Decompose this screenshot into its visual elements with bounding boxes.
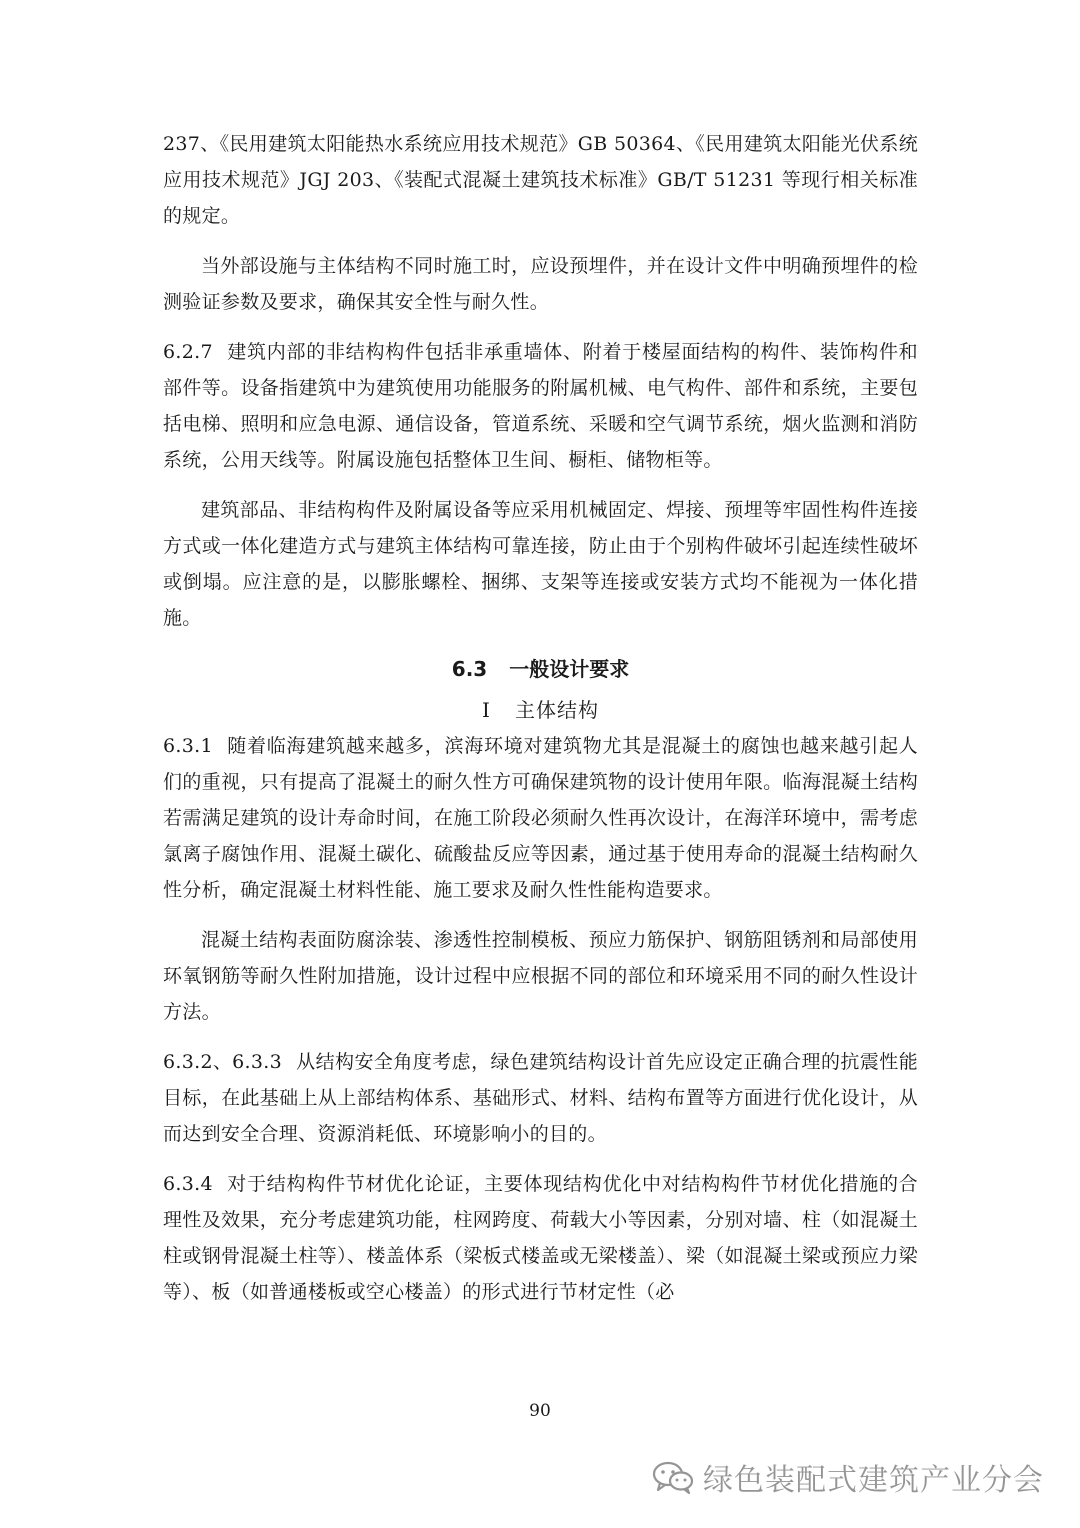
clause-number: 6.3.2、6.3.3 [163, 1051, 282, 1073]
paragraph-durability-measures: 混凝土结构表面防腐涂装、渗透性控制模板、预应力筋保护、钢筋阻锈剂和局部使用环氧钢筋等耐久性附加措施，设计过程中应根据不同的部位和环境采用不同的耐久性设计方法。 [163, 929, 918, 1023]
subsection-number: Ⅰ [482, 698, 491, 722]
subsection-heading [163, 692, 918, 728]
subsection-title: 主体结构 [514, 698, 599, 722]
page-number: 90 [529, 1401, 551, 1421]
clause-text: 建筑内部的非结构构件包括非承重墙体、附着于楼屋面结构的构件、装饰构件和部件等。设备指建筑中为建筑使用功能服务的附属机械、电气构件、部件和系统，主要包括电梯、照明和应急电源、通信设备，管道系统、采暖和空气调节系统，烟火监测和消防系统，公用天线等。附属设施包括整体卫生间、橱柜、储物柜等。 [163, 341, 918, 471]
watermark-text: 绿色装配式建筑产业分会 [703, 1463, 1044, 1498]
clause-number: 6.3.1 [163, 735, 213, 757]
clause-text: 从结构安全角度考虑，绿色建筑结构设计首先应设定正确合理的抗震性能目标，在此基础上从上部结构体系、基础形式、材料、结构布置等方面进行优化设计，从而达到安全合理、资源消耗低、环境影响小的目的。 [163, 1051, 918, 1145]
section-title: 一般设计要求 [509, 657, 630, 681]
paragraph-continued: 237、《民用建筑太阳能热水系统应用技术规范》GB 50364、《民用建筑太阳能光伏系统应用技术规范》JGJ 203、《装配式混凝土建筑技术标准》GB/T 51231 等现行相关标准的规定。 [163, 133, 918, 227]
clause-6-2-7 [163, 334, 918, 478]
clause-6-3-4 [163, 1166, 918, 1310]
clause-6-3-2-6-3-3 [163, 1044, 918, 1152]
page-content [163, 126, 918, 1324]
clause-number: 6.2.7 [163, 341, 213, 363]
wechat-icon [651, 1459, 695, 1495]
watermark [651, 1455, 1044, 1499]
paragraph-embedded-parts: 当外部设施与主体结构不同时施工时，应设预埋件，并在设计文件中明确预埋件的检测验证参数及要求，确保其安全性与耐久性。 [163, 255, 918, 313]
section-number: 6.3 [451, 657, 488, 681]
section-heading [163, 650, 918, 688]
clause-text: 随着临海建筑越来越多，滨海环境对建筑物尤其是混凝土的腐蚀也越来越引起人们的重视，只有提高了混凝土的耐久性方可确保建筑物的设计使用年限。临海混凝土结构若需满足建筑的设计寿命时间，在施工阶段必须耐久性再次设计，在海洋环境中，需考虑氯离子腐蚀作用、混凝土碳化、硫酸盐反应等因素，通过基于使用寿命的混凝土结构耐久性分析，确定混凝土材料性能、施工要求及耐久性性能构造要求。 [163, 735, 918, 901]
clause-6-3-1 [163, 728, 918, 908]
clause-number: 6.3.4 [163, 1173, 213, 1195]
clause-text: 对于结构构件节材优化论证，主要体现结构优化中对结构构件节材优化措施的合理性及效果，充分考虑建筑功能，柱网跨度、荷载大小等因素，分别对墙、柱（如混凝土柱或钢骨混凝土柱等）、楼盖体系（梁板式楼盖或无梁楼盖）、梁（如混凝土梁或预应力梁等）、板（如普通楼板或空心楼盖）的形式进行节材定性（必 [163, 1173, 918, 1303]
paragraph-building-parts: 建筑部品、非结构构件及附属设备等应采用机械固定、焊接、预埋等牢固性构件连接方式或一体化建造方式与建筑主体结构可靠连接，防止由于个别构件破坏引起连续性破坏或倒塌。应注意的是，以膨胀螺栓、捆绑、支架等连接或安装方式均不能视为一体化措施。 [163, 499, 918, 629]
